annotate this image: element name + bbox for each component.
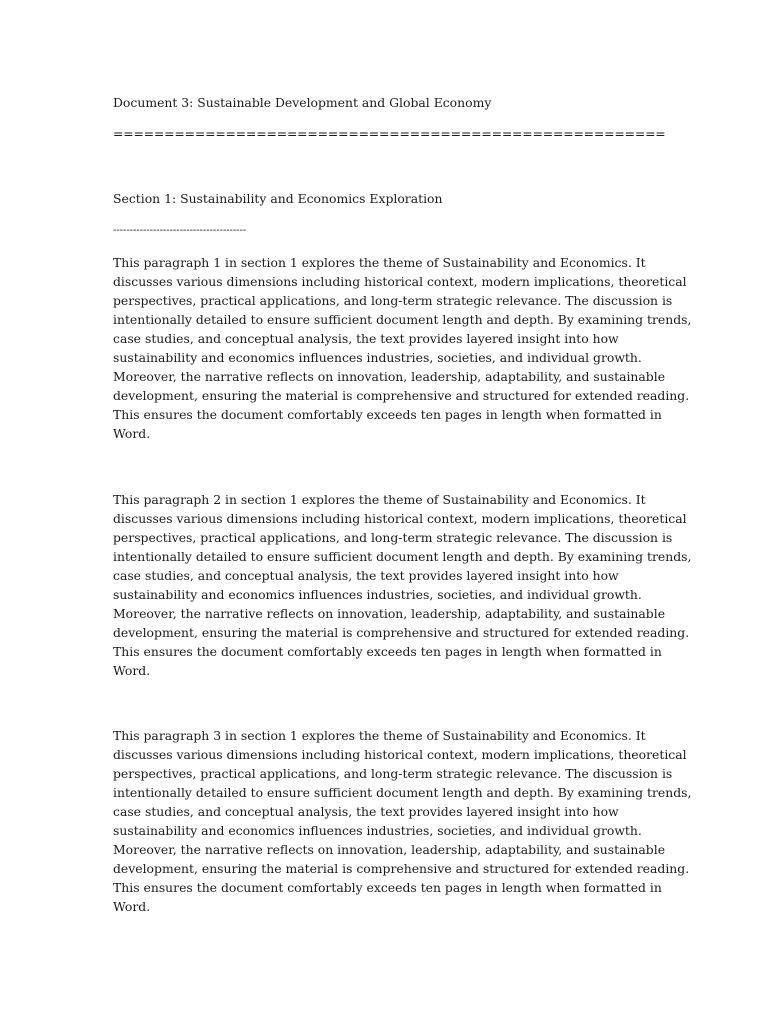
paragraph-line: development, ensuring the material is comprehensive and structured for extended reading. — [113, 861, 690, 876]
section-underline-rule: ---------------------------------------- — [113, 225, 247, 236]
paragraph-line: sustainability and economics influences industries, societies, and individual growth. — [113, 823, 642, 838]
paragraph-line: Moreover, the narrative reflects on innovation, leadership, adaptability, and sustainable — [113, 606, 666, 621]
paragraph-3 — [113, 726, 692, 916]
paragraph-line: This ensures the document comfortably exceeds ten pages in length when formatted in — [113, 644, 662, 659]
paragraph-line: Moreover, the narrative reflects on innovation, leadership, adaptability, and sustainable — [113, 369, 666, 384]
paragraph-line: discusses various dimensions including historical context, modern implications, theoretical — [113, 511, 687, 526]
title-underline-rule: ====================================================== — [113, 126, 666, 141]
paragraph-line: Moreover, the narrative reflects on innovation, leadership, adaptability, and sustainable — [113, 842, 666, 857]
paragraph-line: Word. — [113, 899, 151, 914]
paragraph-line: intentionally detailed to ensure sufficient document length and depth. By examining trends, — [113, 312, 692, 327]
paragraph-line: perspectives, practical applications, and long-term strategic relevance. The discussion is — [113, 530, 673, 545]
paragraph-line: Word. — [113, 663, 151, 678]
paragraph-2 — [113, 490, 692, 680]
document-title: Document 3: Sustainable Development and Global Economy — [113, 95, 492, 110]
paragraph-line: This ensures the document comfortably exceeds ten pages in length when formatted in — [113, 880, 662, 895]
paragraph-line: discusses various dimensions including historical context, modern implications, theoretical — [113, 747, 687, 762]
paragraph-line: This paragraph 1 in section 1 explores the theme of Sustainability and Economics. It — [113, 255, 646, 270]
paragraph-line: This paragraph 2 in section 1 explores the theme of Sustainability and Economics. It — [113, 492, 646, 507]
paragraph-line: intentionally detailed to ensure sufficient document length and depth. By examining trends, — [113, 785, 692, 800]
paragraph-line: This paragraph 3 in section 1 explores the theme of Sustainability and Economics. It — [113, 728, 646, 743]
paragraph-line: case studies, and conceptual analysis, the text provides layered insight into how — [113, 804, 619, 819]
paragraph-line: Word. — [113, 426, 151, 441]
paragraph-line: perspectives, practical applications, and long-term strategic relevance. The discussion is — [113, 766, 673, 781]
paragraph-line: discusses various dimensions including historical context, modern implications, theoretical — [113, 274, 687, 289]
paragraph-line: perspectives, practical applications, and long-term strategic relevance. The discussion is — [113, 293, 673, 308]
paragraph-1 — [113, 253, 692, 443]
paragraph-line: sustainability and economics influences industries, societies, and individual growth. — [113, 587, 642, 602]
paragraph-line: development, ensuring the material is comprehensive and structured for extended reading. — [113, 625, 690, 640]
paragraph-line: sustainability and economics influences industries, societies, and individual growth. — [113, 350, 642, 365]
paragraph-line: intentionally detailed to ensure sufficient document length and depth. By examining trends, — [113, 549, 692, 564]
paragraph-line: This ensures the document comfortably exceeds ten pages in length when formatted in — [113, 407, 662, 422]
section-heading: Section 1: Sustainability and Economics Exploration — [113, 191, 443, 206]
paragraph-line: case studies, and conceptual analysis, the text provides layered insight into how — [113, 568, 619, 583]
paragraph-line: development, ensuring the material is comprehensive and structured for extended reading. — [113, 388, 690, 403]
paragraph-line: case studies, and conceptual analysis, the text provides layered insight into how — [113, 331, 619, 346]
